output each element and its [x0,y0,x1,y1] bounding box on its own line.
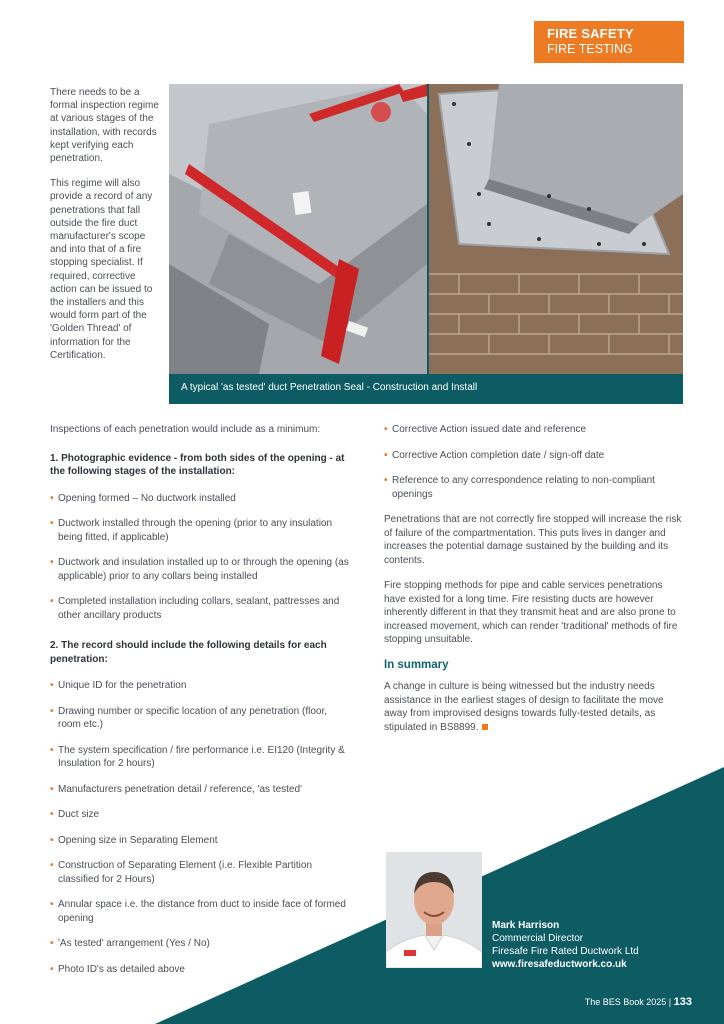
page-number: 133 [673,996,692,1008]
section-title: FIRE SAFETY [547,26,634,41]
author-role: Commercial Director [492,933,584,944]
list-item: • Unique ID for the penetration [50,679,350,693]
list-item: • Annular space i.e. the distance from duct to inside face of formed opening [50,898,350,925]
author-bio [492,919,639,971]
section-2-heading: 2. The record should include the following details for each penetration: [50,640,327,665]
list-item: • Opening formed – No ductwork installed [50,492,350,506]
intro-text [50,86,162,374]
figure-duct-penetration [169,84,683,404]
summary-paragraph [384,680,684,734]
list-item: • Ductwork and insulation installed up to or through the opening (as applicable) prior to any collars being installed [50,556,350,583]
author-company: Firesafe Fire Rated Ductwork Ltd [492,946,639,957]
author-portrait [386,852,482,968]
section-1-heading: 1. Photographic evidence - from both sides of the opening - at the following stages of the installation: [50,452,345,477]
list-item: • 'As tested' arrangement (Yes / No) [50,937,350,951]
figure-caption: A typical 'as tested' duct Penetration Seal - Construction and Install [181,382,478,393]
right-column [384,423,684,746]
list-item: • Corrective Action completion date / sign-off date [384,449,684,463]
list-item: • Manufacturers penetration detail / reference, 'as tested' [50,783,350,797]
intro-paragraph-1: There needs to be a formal inspection regime at various stages of the installation, with records kept verifying each penetration. [50,87,159,165]
author-name: Mark Harrison [492,920,560,931]
author-website-link[interactable]: www.firesafeductwork.co.uk [492,959,627,970]
list-item: • Duct size [50,808,350,822]
inspection-lead: Inspections of each penetration would include as a minimum: [50,424,321,435]
list-item: • Reference to any correspondence relating to non-compliant openings [384,474,684,501]
list-item: • The system specification / fire performance i.e. EI120 (Integrity & Insulation for 2 hours) [50,744,350,771]
end-mark-icon [482,724,488,730]
publication-name: The BES Book 2025 [584,997,667,1007]
list-item: • Drawing number or specific location of any penetration (floor, room etc.) [50,705,350,732]
list-item: • Opening size in Separating Element [50,834,350,848]
photo-duct-construction [169,84,427,374]
list-item: • Photo ID's as detailed above [50,963,350,977]
photo-duct-install [429,84,683,374]
summary-text: A change in culture is being witnessed but the industry needs assistance in the earliest stages of design to facilitate the move away from improvised designs towards fully-tested details, as stipulated in BS8899. [384,681,664,733]
section-subtitle: FIRE TESTING [547,42,633,56]
body-paragraph: Fire stopping methods for pipe and cable services penetrations have existed for a long time. Fire resisting ducts are however inherently different in that they transmit heat and are also prone to increased movement, which can render 'traditional' methods of fire stopping unsuitable. [384,580,678,645]
section-tag [534,21,684,63]
list-item: • Completed installation including collars, sealant, pattresses and other ancillary products [50,595,350,622]
left-column [50,423,350,988]
body-paragraph: Penetrations that are not correctly fire stopped will increase the risk of failure of the compartmentation. This puts lives in danger and increases the potential damage sustained by the building and its contents. [384,514,682,566]
summary-heading: In summary [384,658,449,671]
page-footer [585,996,692,1008]
footer-separator: | [668,997,672,1007]
list-item: • Construction of Separating Element (i.e. Flexible Partition classified for 2 Hours) [50,859,350,886]
list-item: • Corrective Action issued date and reference [384,423,684,437]
intro-paragraph-2: This regime will also provide a record of any penetrations that fall outside the fire duct manufacturer's scope and into that of a fire stopping specialist. If required, corrective action can be issued to the installers and this would form part of the 'Golden Thread' of information for the Certification. [50,178,153,361]
list-item: • Ductwork installed through the opening (prior to any insulation being fitted, if applicable) [50,517,350,544]
